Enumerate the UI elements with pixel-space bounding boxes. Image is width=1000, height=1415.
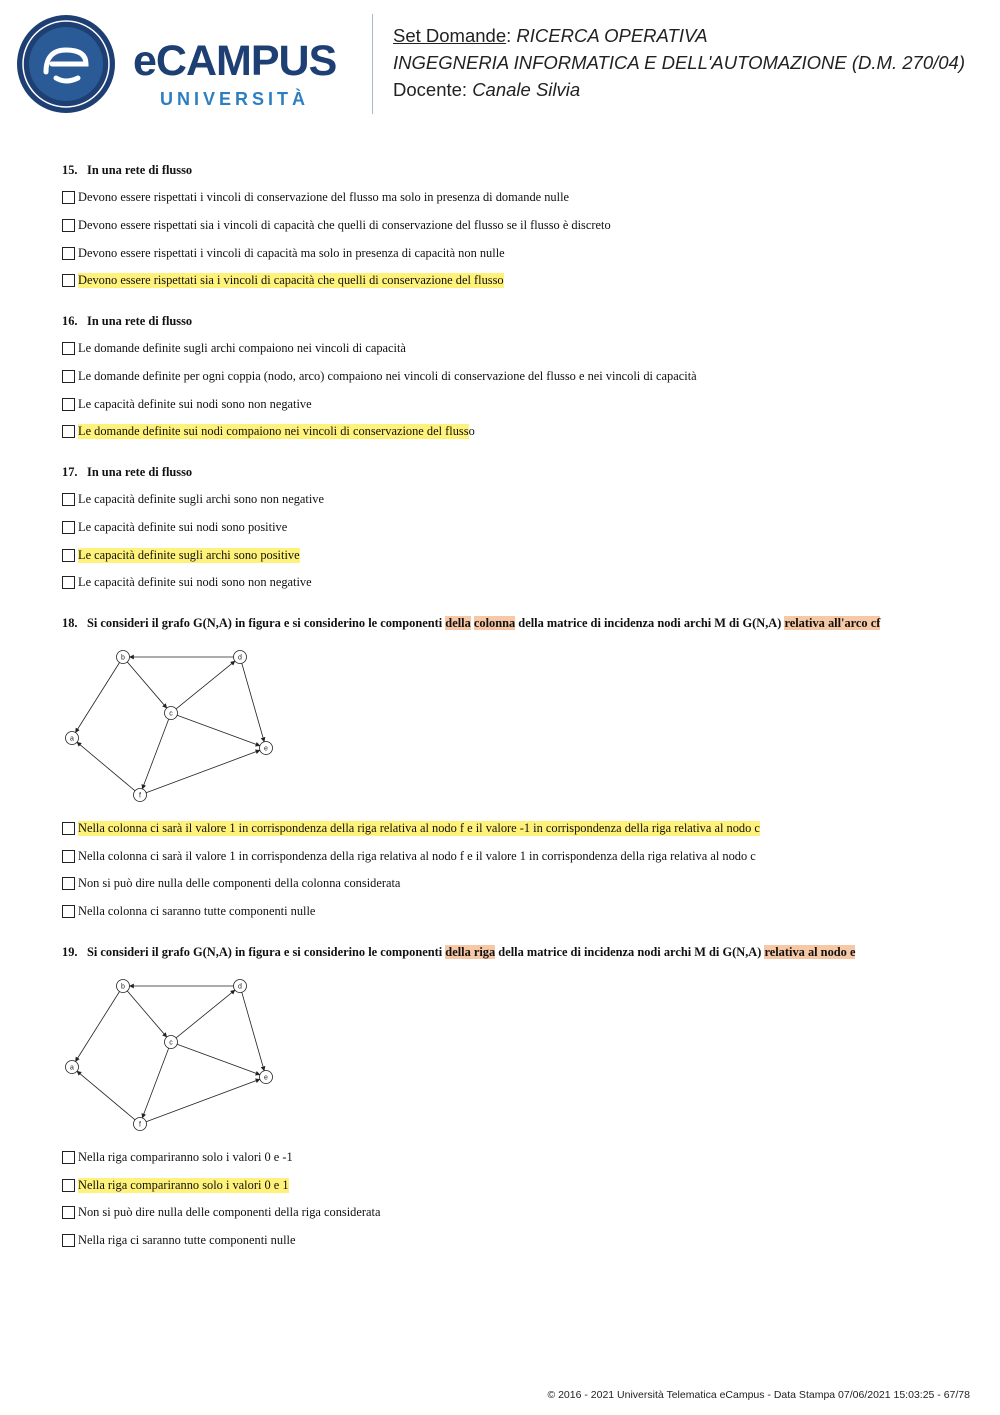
graph-node-f [134,1118,147,1131]
checkbox[interactable] [62,1179,75,1192]
question-15-option-3[interactable]: Devono essere rispettati i vincoli di capacità ma solo in presenza di capacità non nulle [62,245,505,261]
ecampus-emblem-icon [16,14,116,114]
logo-wordmark: eCAMPUS [133,37,337,85]
question-16-option-4[interactable]: Le domande definite sui nodi compaiono nei vincoli di conservazione del fluss o [62,423,475,439]
keyword-highlight: della [445,616,471,630]
checkbox[interactable] [62,1234,75,1247]
degree-name: INGEGNERIA INFORMATICA E DELL'AUTOMAZIONE (D.M. 270/04) [393,52,965,73]
graph-node-c [165,707,178,720]
graph-arc-ce [177,1044,260,1075]
course-name: RICERCA OPERATIVA [516,25,708,46]
graph-node-label: c [169,1039,173,1047]
graph-node-f [134,789,147,802]
graph-figure-18 [60,645,280,805]
correct-answer-highlight: Nella riga compariranno solo i valori 0 e 1 [78,1177,289,1192]
graph-figure-19 [60,974,280,1134]
correct-answer-highlight: Nella colonna ci sarà il valore 1 in corrispondenza della riga relativa al nodo f e il valore -1 in corrispondenza della riga relativa al nodo c [78,820,760,835]
correct-answer-highlight: Le capacità definite sugli archi sono positive [78,547,300,562]
question-18-option-2[interactable]: Nella colonna ci sarà il valore 1 in corrispondenza della riga relativa al nodo f e il valore 1 in corrispondenza della riga relativa al nodo c [62,848,756,864]
graph-node-label: b [121,654,125,662]
graph-node-label: e [264,1074,268,1082]
teacher-label: Docente: [393,79,473,100]
question-17-option-2[interactable]: Le capacità definite sui nodi sono positive [62,519,287,535]
checkbox[interactable] [62,1151,75,1164]
question-17-option-4[interactable]: Le capacità definite sui nodi sono non negative [62,574,312,590]
question-17-title: 17. In una rete di flusso [62,465,193,479]
keyword-highlight: della riga [445,945,496,959]
checkbox[interactable] [62,247,75,260]
graph-arc-cf [142,1048,168,1118]
graph-node-a [66,732,79,745]
checkbox[interactable] [62,274,75,287]
question-17-option-3[interactable] [62,547,300,563]
checkbox[interactable] [62,549,75,562]
checkbox[interactable] [62,905,75,918]
checkbox[interactable] [62,191,75,204]
graph-node-label: f [139,1121,141,1129]
graph-arc-cf [142,719,168,789]
graph-node-b [117,651,130,664]
keyword-highlight: colonna [473,616,516,630]
checkbox[interactable] [62,370,75,383]
question-19-option-4[interactable]: Nella riga ci saranno tutte componenti nulle [62,1232,295,1248]
graph-arc-fe [146,1079,260,1121]
graph-arc-de [242,663,264,742]
question-19-option-3[interactable]: Non si può dire nulla delle componenti della riga considerata [62,1204,380,1220]
checkbox[interactable] [62,219,75,232]
logo-subtext: UNIVERSITÀ [160,89,310,109]
checkbox[interactable] [62,850,75,863]
graph-node-label: b [121,983,125,991]
graph-node-d [234,980,247,993]
graph-node-label: a [70,1064,74,1072]
header-info [393,22,965,103]
checkbox[interactable] [62,425,75,438]
keyword-highlight: relativa al nodo e [764,945,856,959]
page-footer: © 2016 - 2021 Università Telematica eCampus - Data Stampa 07/06/2021 15:03:25 - 67/78 [547,1389,970,1401]
question-15-title: 15. In una rete di flusso [62,163,193,177]
question-19-option-1[interactable]: Nella riga compariranno solo i valori 0 e -1 [62,1149,293,1165]
correct-answer-highlight: Le domande definite sui nodi compaiono nei vincoli di conservazione del fluss [78,423,469,438]
checkbox[interactable] [62,493,75,506]
graph-node-label: d [238,983,242,991]
question-18-title: 18. Si consideri il grafo G(N,A) in figura e si considerino le componenti della colonna della matrice di incidenza nodi archi M di G(N,A) relativa all'arco cf [62,616,881,630]
graph-arc-fa [77,1071,135,1120]
graph-node-e [260,1071,273,1084]
question-18-option-1[interactable] [62,820,760,836]
graph-arc-cd [176,990,235,1038]
question-16-option-1[interactable]: Le domande definite sugli archi compaiono nei vincoli di capacità [62,340,406,356]
graph-arc-ba [75,992,119,1062]
correct-answer-highlight: Devono essere rispettati sia i vincoli di capacità che quelli di conservazione del flusso [78,272,504,287]
graph-arc-fe [146,750,260,792]
graph-node-c [165,1036,178,1049]
checkbox[interactable] [62,576,75,589]
question-16-option-3[interactable]: Le capacità definite sui nodi sono non negative [62,396,312,412]
set-label: Set Domande [393,25,507,46]
question-18-option-4[interactable]: Nella colonna ci saranno tutte componenti nulle [62,903,315,919]
graph-node-label: c [169,710,173,718]
checkbox[interactable] [62,822,75,835]
header-teacher-line [393,76,965,103]
graph-node-a [66,1061,79,1074]
question-16-option-2[interactable]: Le domande definite per ogni coppia (nodo, arco) compaiono nei vincoli di conservazione del flusso e nei vincoli di capacità [62,368,697,384]
question-19-title: 19. Si consideri il grafo G(N,A) in figura e si considerino le componenti della riga della matrice di incidenza nodi archi M di G(N,A) relativa al nodo e [62,945,856,959]
checkbox[interactable] [62,877,75,890]
checkbox[interactable] [62,521,75,534]
question-15-option-1[interactable]: Devono essere rispettati i vincoli di conservazione del flusso ma solo in presenza di domande nulle [62,189,569,205]
checkbox[interactable] [62,342,75,355]
graph-node-label: d [238,654,242,662]
question-15-option-2[interactable]: Devono essere rispettati sia i vincoli di capacità che quelli di conservazione del flusso se il flusso è discreto [62,217,611,233]
question-17-option-1[interactable]: Le capacità definite sugli archi sono non negative [62,491,324,507]
graph-node-label: f [139,792,141,800]
graph-node-d [234,651,247,664]
question-19-option-2[interactable] [62,1177,289,1193]
graph-arc-ba [75,663,119,733]
question-18-option-3[interactable]: Non si può dire nulla delle componenti della colonna considerata [62,875,400,891]
question-15-option-4[interactable] [62,272,504,288]
header-course-line: Set Domande: RICERCA OPERATIVA [393,25,708,46]
graph-node-label: a [70,735,74,743]
keyword-highlight: relativa all'arco cf [784,616,881,630]
checkbox[interactable] [62,398,75,411]
graph-node-e [260,742,273,755]
teacher-name: Canale Silvia [472,79,581,100]
graph-arc-ce [177,715,260,746]
graph-arc-bc [127,991,167,1037]
graph-arc-fa [77,742,135,791]
graph-node-b [117,980,130,993]
graph-arc-de [242,992,264,1071]
graph-node-label: e [264,745,268,753]
graph-arc-bc [127,662,167,708]
question-16-title: 16. In una rete di flusso [62,314,193,328]
graph-arc-cd [176,661,235,709]
checkbox[interactable] [62,1206,75,1219]
header-divider [372,14,373,114]
